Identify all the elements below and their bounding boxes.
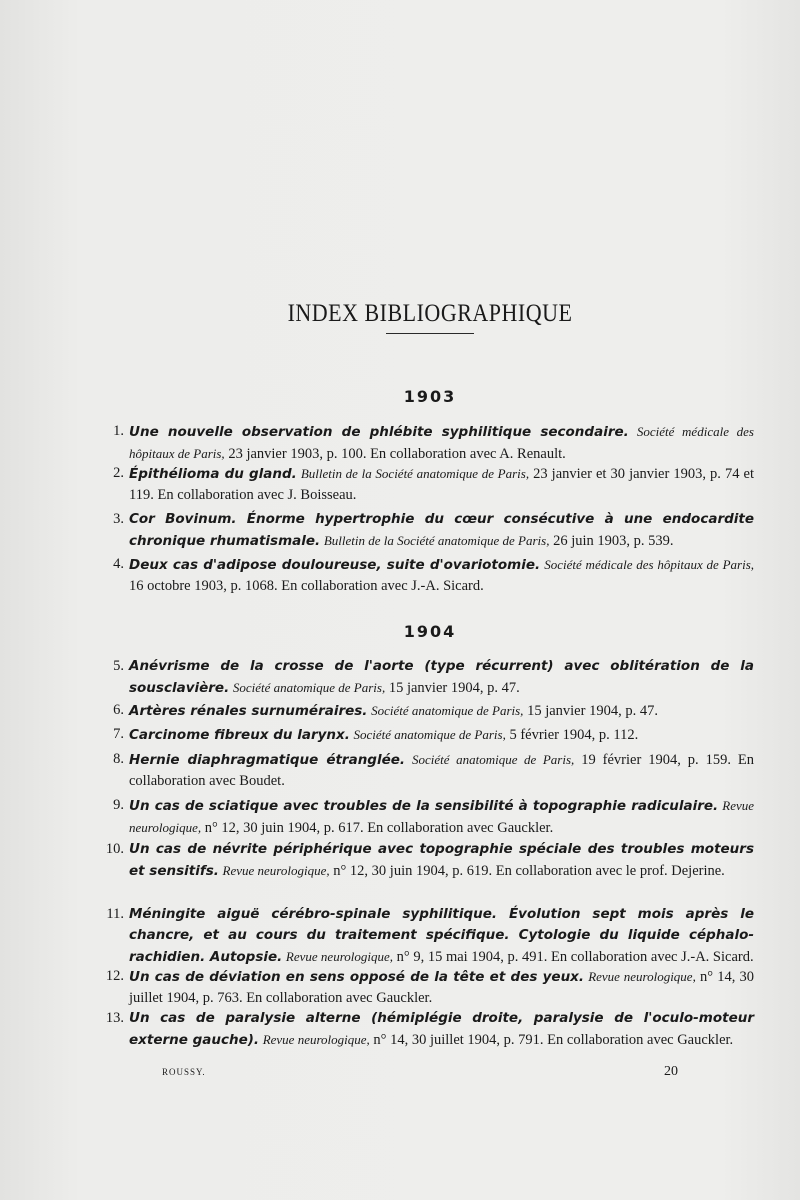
entry-number: 12. <box>105 968 124 984</box>
title-rule <box>386 333 474 334</box>
entry-title: Anévrisme de la crosse de l'aorte (type récurrent) avec oblitération de la sousclavière. <box>129 658 754 696</box>
entry-title: Artères rénales surnuméraires. <box>129 703 368 719</box>
bibliography-entry <box>104 656 754 699</box>
page-number: 20 <box>664 1064 678 1079</box>
year-heading-1904: 1904 <box>403 622 457 641</box>
entry-number: 3. <box>113 511 124 527</box>
entry-details: n° 9, 15 mai 1904, p. 491. En collaboration avec J.-A. Sicard. <box>393 949 754 965</box>
entry-details: 5 février 1904, p. 112. <box>505 727 639 743</box>
bibliography-entry <box>104 463 754 506</box>
entry-number: 8. <box>113 751 124 767</box>
bibliography-entry <box>104 966 754 1009</box>
entry-details: 23 janvier et 30 janvier 1903, p. 74 et 119. En collaboration avec J. Boisseau. <box>129 466 755 503</box>
entry-number: 7. <box>113 726 124 742</box>
entry-number: 11. <box>106 906 124 922</box>
entry-source: Revue neurologique, <box>262 1032 370 1047</box>
entry-details: 16 octobre 1903, p. 1068. En collaboration avec J.-A. Sicard. <box>129 578 484 594</box>
entry-details: n° 12, 30 juin 1904, p. 617. En collaboration avec Gauckler. <box>201 820 554 836</box>
entry-title: Un cas de déviation en sens opposé de la tête et des yeux. <box>129 969 585 985</box>
entry-number: 6. <box>113 702 124 718</box>
entry-source: Revue neurologique, <box>588 969 696 984</box>
entry-title: Un cas de sciatique avec troubles de la sensibilité à topographie radiculaire. <box>129 798 719 814</box>
entry-details: 23 janvier 1903, p. 100. En collaboration avec A. Renault. <box>224 446 566 462</box>
bibliography-entry <box>104 421 754 465</box>
footer-author: ROUSSY. <box>162 1067 206 1077</box>
entry-details: n° 14, 30 juillet 1904, p. 763. En collaboration avec Gauckler. <box>129 969 755 1006</box>
bibliography-entry <box>104 700 754 722</box>
entry-source: Société anatomique de Paris, <box>411 752 575 767</box>
bibliography-entry <box>104 554 754 597</box>
entry-number: 5. <box>113 658 124 674</box>
bibliography-entry <box>104 1008 754 1051</box>
entry-number: 2. <box>113 465 124 481</box>
entry-source: Revue neurologique, <box>285 949 394 964</box>
entry-number: 4. <box>113 556 124 572</box>
entry-title: Un cas de névrite périphérique avec topographie spéciale des troubles moteurs et sensitifs. <box>129 841 754 879</box>
entry-title: Deux cas d'adipose douloureuse, suite d'ovariotomie. <box>129 557 541 573</box>
bibliography-entry <box>104 795 754 839</box>
bibliography-entry <box>104 839 754 882</box>
entry-title: Une nouvelle observation de phlébite syphilitique secondaire. <box>129 424 629 440</box>
entry-source: Société médicale des hôpitaux de Paris, <box>129 424 754 461</box>
entry-title: Carcinome fibreux du larynx. <box>129 727 350 743</box>
entry-number: 9. <box>113 797 124 813</box>
entry-number: 13. <box>105 1010 124 1026</box>
entry-details: n° 14, 30 juillet 1904, p. 791. En collaboration avec Gauckler. <box>369 1032 734 1048</box>
entry-title: Cor Bovinum. Énorme hypertrophie du cœur consécutive à une endocardite chronique rhumatismale. <box>129 511 754 549</box>
entry-source: Revue neurologique, <box>129 798 755 835</box>
entry-source: Société anatomique de Paris, <box>353 727 506 742</box>
entry-source: Société anatomique de Paris, <box>232 680 386 695</box>
entry-details: 26 juin 1903, p. 539. <box>549 533 674 549</box>
bibliography-entry <box>104 724 754 746</box>
entry-source: Société médicale des hôpitaux de Paris, <box>544 557 755 572</box>
page-title: INDEX BIBLIOGRAPHIQUE <box>287 297 573 327</box>
entry-title: Épithélioma du gland. <box>129 466 297 482</box>
entry-source: Revue neurologique, <box>222 863 330 878</box>
entry-details: 19 février 1904, p. 159. En collaboration avec Boudet. <box>129 752 755 789</box>
entry-title: Un cas de paralysie alterne (hémiplégie droite, paralysie de l'oculo-moteur externe gauche). <box>129 1010 754 1048</box>
entry-source: Bulletin de la Société anatomique de Paris, <box>323 533 550 548</box>
entry-title: Hernie diaphragmatique étranglée. <box>129 752 406 768</box>
entry-title: Méningite aiguë cérébro-spinale syphilitique. Évolution sept mois après le chancre, et au cours du traitement spécifique. Cytologie du liquide céphalo-rachidien. Autopsie. <box>129 906 754 965</box>
year-heading-1903: 1903 <box>403 387 457 406</box>
entry-details: n° 12, 30 juin 1904, p. 619. En collaboration avec le prof. Dejerine. <box>329 863 725 879</box>
bibliography-entry <box>104 509 754 552</box>
entry-number: 1. <box>113 423 124 439</box>
bibliography-entry <box>104 749 754 792</box>
entry-details: 15 janvier 1904, p. 47. <box>385 680 520 696</box>
show-through-line <box>110 140 800 157</box>
entry-source: Bulletin de la Société anatomique de Paris, <box>300 466 530 481</box>
entry-source: Société anatomique de Paris, <box>371 703 524 718</box>
entry-details: 15 janvier 1904, p. 47. <box>523 703 658 719</box>
entry-number: 10. <box>105 841 124 857</box>
bibliography-entry <box>104 904 754 968</box>
